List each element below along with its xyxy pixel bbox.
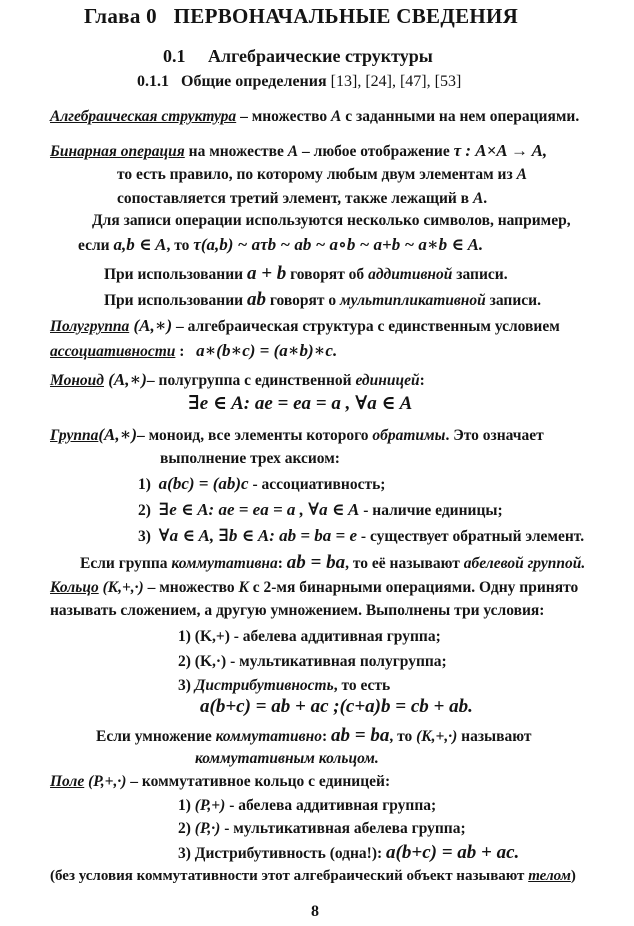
- axiom-text: - существует обратный элемент.: [357, 528, 585, 545]
- def-field: [50, 772, 390, 792]
- condition-number: 2): [178, 653, 191, 670]
- def-text: – коммутативное кольцо с единицей:: [126, 773, 391, 790]
- term-binary-operation: Бинарная операция: [50, 143, 185, 160]
- term-additive: аддитивной: [368, 266, 453, 283]
- axiom-number: 1): [138, 476, 151, 493]
- term-ring: Кольцо: [50, 579, 99, 596]
- term-multiplicative: мультипликативной: [339, 292, 486, 309]
- additive-notation: [104, 264, 508, 285]
- semigroup-signature: (A,∗): [129, 316, 173, 335]
- term-distributivity: Дистрибутивность: [190, 677, 334, 694]
- def-text: При использовании: [104, 266, 247, 283]
- term-associativity: ассоциативности: [50, 343, 176, 360]
- formula-commutativity: ab = ba: [286, 552, 346, 573]
- formula-binary-map: τ : A×A → A,: [453, 141, 548, 160]
- ring-signature: (K,+,·): [416, 728, 458, 745]
- abelian-group-line: [80, 553, 585, 574]
- binary-line-5: [78, 235, 483, 256]
- def-group: [50, 425, 544, 446]
- ring-multiplicative-signature: (K,·): [190, 653, 227, 670]
- def-text: с заданными на нем операциями.: [341, 108, 580, 125]
- def-text: сопоставляется третий элемент, также лежащий в: [117, 190, 473, 207]
- set-symbol: A: [516, 166, 527, 183]
- condition-text: - абелева аддитивная группа;: [229, 628, 441, 645]
- condition-number: 1): [178, 628, 191, 645]
- set-symbol: A: [331, 108, 342, 125]
- def-text: – алгебраическая структура с единственным условием: [172, 318, 560, 335]
- formula-axiom-1: a(bc) = (ab)c: [158, 474, 249, 493]
- condition-text: - абелева аддитивная группа;: [225, 797, 437, 814]
- def-text: на множестве: [184, 143, 288, 160]
- def-text: – любое отображение: [298, 143, 454, 160]
- term-commutative: коммутативно: [215, 728, 322, 745]
- term-field: Поле: [50, 773, 85, 790]
- note-text: ): [570, 868, 576, 884]
- def-text: говорят об: [286, 266, 369, 283]
- condition-text: Дистрибутивность (одна!):: [190, 845, 387, 862]
- binary-line-4: [92, 211, 571, 231]
- ring-line-2: [50, 601, 544, 621]
- condition-text: - мультикативная абелева группа;: [220, 820, 466, 837]
- formula-elements: a,b ∈ A: [113, 235, 167, 254]
- axiom-number: 2): [138, 502, 151, 519]
- note-skew-field: [50, 866, 576, 886]
- axiom-number: 3): [138, 528, 151, 545]
- def-text: называть сложением, а другую умножением. Выполнены три условия:: [50, 602, 545, 619]
- formula-multiplicative: ab: [246, 289, 266, 310]
- group-line-2: [160, 449, 340, 469]
- formula-commutativity: ab = ba: [331, 725, 390, 746]
- condition-number: 3): [178, 677, 191, 694]
- term-invertible: обратимы: [372, 427, 446, 444]
- field-multiplicative-signature: (P,·): [190, 820, 221, 837]
- def-text: Для записи операции используются несколько символов, например,: [92, 212, 571, 229]
- def-ring: [50, 578, 578, 598]
- formula-unit: ∃e ∈ A: ae = ea = a , ∀a ∈ A: [188, 393, 413, 414]
- def-text: , то её называют: [345, 555, 464, 572]
- chapter-heading: [84, 6, 518, 26]
- condition-text: - мультикативная полугруппа;: [226, 653, 447, 670]
- formula-notations: τ(a,b) ~ aτb ~ ab ~ a∘b ~ a+b ~ a∗b ∈ A.: [193, 235, 484, 254]
- def-text: говорят о: [265, 292, 340, 309]
- def-text: При использовании: [104, 292, 247, 309]
- ring-condition-2: [178, 652, 447, 672]
- axiom-text: - наличие единицы;: [359, 502, 503, 519]
- term-group: Группа: [50, 427, 99, 444]
- term-abelian-group: абелевой группой.: [463, 555, 586, 572]
- ring-condition-3: [178, 676, 390, 696]
- def-text: :: [419, 372, 425, 389]
- def-text: Если группа: [80, 555, 172, 572]
- condition-number: 1): [178, 797, 191, 814]
- term-skew-field: телом: [528, 868, 571, 884]
- condition-number: 3): [178, 845, 191, 862]
- formula-field-distributivity: a(b+c) = ab + ac.: [386, 842, 520, 863]
- def-text: :: [321, 728, 332, 745]
- subsection-number: 0.1.1: [137, 73, 169, 90]
- subsection-title: Общие определения: [181, 73, 327, 90]
- formula-axiom-3: ∀a ∈ A, ∃b ∈ A: ab = ba = e: [158, 526, 358, 545]
- term-semigroup: Полугруппа: [50, 318, 130, 335]
- group-axiom-2: [138, 500, 503, 521]
- def-binary-operation: [50, 141, 547, 162]
- term-algebraic-structure: Алгебраическая структура: [50, 108, 237, 125]
- def-text: то есть правило, по которому любым двум элементам из: [117, 166, 517, 183]
- def-text: называют: [457, 728, 532, 745]
- def-text: записи.: [485, 292, 541, 309]
- formula-axiom-2: ∃e ∈ A: ae = ea = a , ∀a ∈ A: [158, 500, 360, 519]
- commutative-ring-line: [96, 726, 532, 747]
- monoid-formula-line: [188, 394, 412, 415]
- def-semigroup: [50, 316, 560, 337]
- term-monoid: Моноид: [50, 372, 104, 389]
- field-additive-signature: (P,+): [190, 797, 226, 814]
- binary-line-2: [117, 165, 527, 185]
- semigroup-line-2: [50, 341, 337, 362]
- section-number: 0.1: [163, 46, 186, 66]
- binary-line-3: [117, 189, 487, 209]
- subsection-refs: [13], [24], [47], [53]: [330, 73, 462, 90]
- set-symbol: K: [238, 579, 249, 596]
- ring-additive-signature: (K,+): [190, 628, 230, 645]
- group-signature: (A,∗): [98, 425, 138, 444]
- chapter-label: Глава 0: [84, 4, 157, 28]
- term-commutative: коммутативна: [171, 555, 278, 572]
- commutative-ring-name-line: [195, 749, 379, 769]
- def-text: – множество: [143, 579, 239, 596]
- group-axiom-3: [138, 526, 584, 547]
- def-text: .: [483, 190, 488, 207]
- def-text: . Это означает: [445, 427, 544, 444]
- field-condition-2: [178, 819, 466, 839]
- multiplicative-notation: [104, 290, 541, 311]
- condition-text: , то есть: [333, 677, 391, 694]
- def-algebraic-structure: [50, 107, 579, 127]
- subsection-heading: [137, 72, 461, 92]
- field-condition-3: [178, 843, 519, 864]
- group-axiom-1: [138, 474, 385, 495]
- def-text: записи.: [452, 266, 508, 283]
- field-signature: (P,+,·): [84, 773, 127, 790]
- ring-distributivity-formula: [200, 697, 473, 718]
- def-text: , то: [389, 728, 417, 745]
- def-text: с 2-мя бинарными операциями. Одну принято: [248, 579, 579, 596]
- def-text: , то: [166, 237, 194, 254]
- def-text: если: [78, 237, 114, 254]
- ring-condition-1: [178, 627, 441, 647]
- ring-signature: (K,+,·): [98, 579, 144, 596]
- formula-distributivity: a(b+c) = ab + ac ;(c+a)b = cb + ab.: [200, 696, 473, 717]
- def-text: – множество: [236, 108, 332, 125]
- axiom-text: - ассоциативность;: [248, 476, 386, 493]
- set-symbol: A: [472, 190, 484, 207]
- field-condition-1: [178, 796, 436, 816]
- monoid-signature: (A,∗): [103, 370, 147, 389]
- formula-additive: a + b: [246, 263, 287, 284]
- set-symbol: A: [287, 143, 299, 160]
- section-title: Алгебраические структуры: [208, 46, 433, 66]
- def-text: – полугруппа с единственной: [146, 372, 356, 389]
- condition-number: 2): [178, 820, 191, 837]
- page-number: 8: [311, 903, 319, 920]
- def-text: – моноид, все элементы которого: [137, 427, 373, 444]
- def-text: :: [277, 555, 287, 572]
- def-monoid: [50, 370, 425, 391]
- def-text: Если умножение: [96, 728, 216, 745]
- term-commutative-ring: коммутативным кольцом.: [195, 750, 379, 767]
- formula-associativity: a∗(b∗c) = (a∗b)∗c.: [196, 341, 338, 360]
- def-text: :: [175, 343, 185, 360]
- def-text: выполнение трех аксиом:: [160, 450, 340, 467]
- note-text: (без условия коммутативности этот алгебраический объект называют: [50, 868, 529, 884]
- term-unit: единицей: [355, 372, 420, 389]
- chapter-title: ПЕРВОНАЧАЛЬНЫЕ СВЕДЕНИЯ: [173, 4, 519, 28]
- section-heading: [163, 46, 433, 66]
